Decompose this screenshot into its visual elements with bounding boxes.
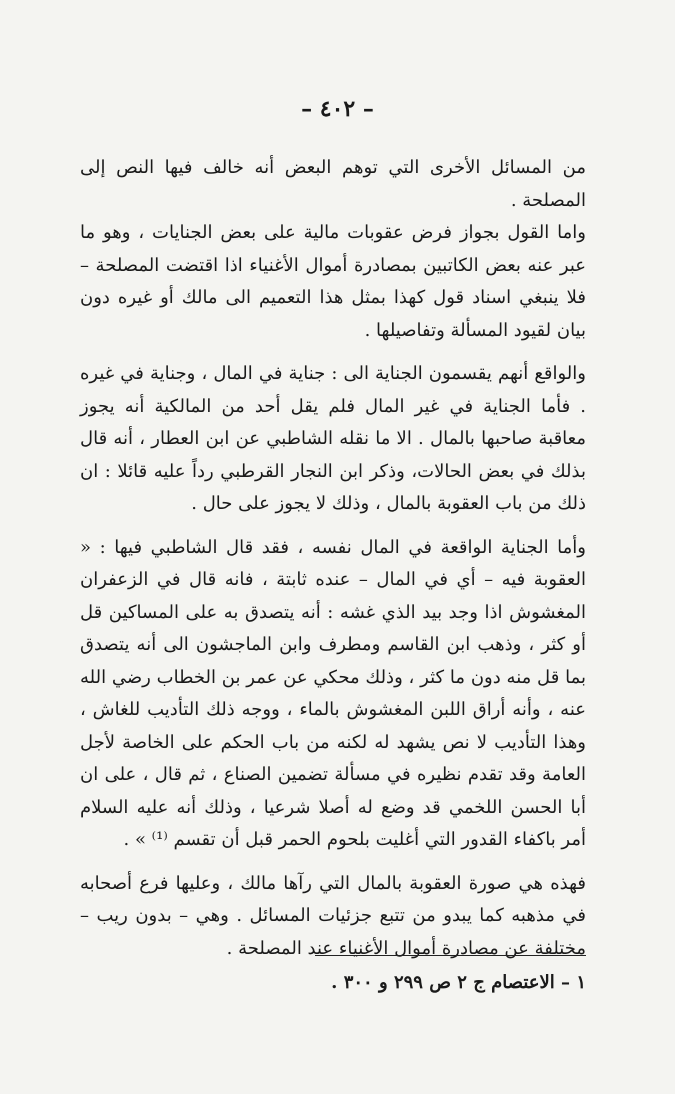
footnote-divider bbox=[315, 955, 586, 956]
paragraph-1: من المسائل الأخرى التي توهم البعض أنه خالف فيها النص إلى المصلحة . bbox=[80, 157, 586, 211]
paragraph-2: واما القول بجواز فرض عقوبات مالية على بعض الجنايات ، وهو ما عبر عنه بعض الكاتبين بمصادرة أموال الأغنياء اذا اقتضت المصلحة – فلا ينبغي اسناد قول كهذا بمثل هذا التعميم الى مالك أو غيره دون بيان لقيود المسألة وتفاصيلها . bbox=[80, 222, 586, 341]
paragraph-3: والواقع أنهم يقسمون الجناية الى : جناية في المال ، وجناية في غيره . فأما الجناية في غير المال فلم يقل أحد من المالكية أنه يجوز معاقبة صاحبها بالمال . الا ما نقله الشاطبي عن ابن العطار ، أنه قال بذلك في بعض الحالات، وذكر ابن النجار القرطبي رداً عليه قائلا : ان ذلك من باب العقوبة بالمال ، وذلك لا يجوز على حال . bbox=[80, 363, 586, 514]
paragraph-5: فهذه هي صورة العقوبة بالمال التي رآها مالك ، وعليها فرع أصحابه في مذهبه كما يبدو من تتبع جزئيات المسائل . وهي – بدون ريب – مختلفة عن مصادرة أموال الأغنياء عند المصلحة . bbox=[80, 872, 586, 959]
page-number: – ٤٠٢ – bbox=[301, 96, 374, 122]
body-text bbox=[80, 152, 586, 965]
paragraph-4: وأما الجناية الواقعة في المال نفسه ، فقد قال الشاطبي فيها : « العقوبة فيه – أي في المال – عنده ثابتة ، فانه قال في الزعفران المغشوش اذا وجد بيد الذي غشه : أنه يتصدق به على المساكين قل أو كثر ، وذهب ابن القاسم ومطرف وابن الماجشون الى أنه يتصدق بما قل منه دون ما كثر ، وذلك محكي عن عمر بن الخطاب رضي الله عنه ، وأنه أراق اللبن المغشوش بالماء ، ووجه ذلك التأديب للغاش ، وهذا التأديب لا نص يشهد له لكنه من باب الحكم على الخاصة لأجل العامة وقد تقدم نظيره في مسألة تضمين الصناع ، ثم قال ، على ان أبا الحسن اللخمي قد وضع له أصلا شرعيا ، وذلك أنه عليه السلام أمر باكفاء القدور التي أغليت بلحوم الحمر قبل أن تقسم ⁽¹⁾ » . bbox=[80, 536, 586, 850]
footnote: ١ – الاعتصام ج ٢ ص ٢٩٩ و ٣٠٠ . bbox=[331, 972, 586, 993]
